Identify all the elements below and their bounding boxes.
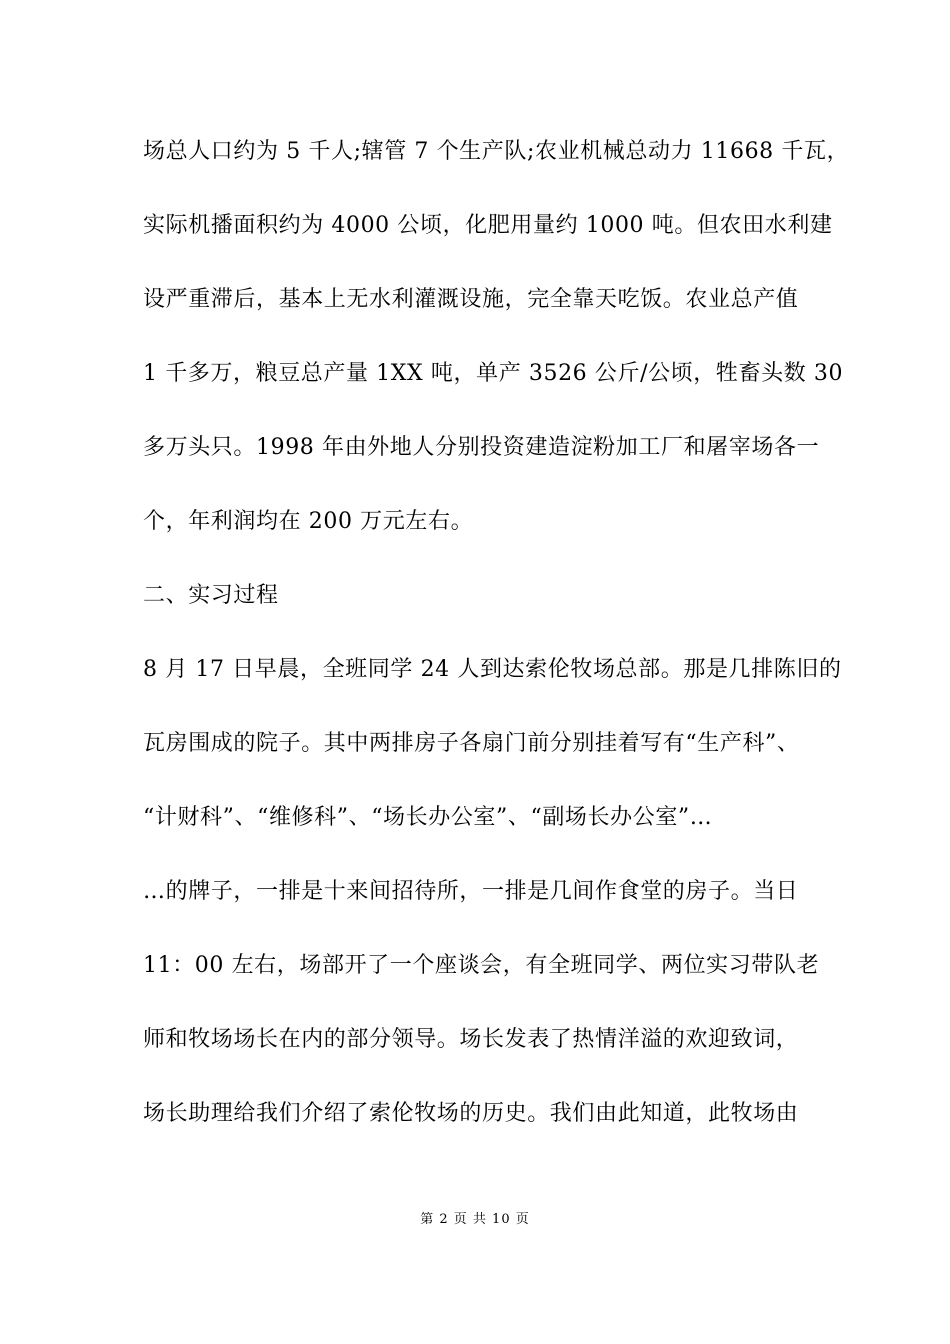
text-line: 实际机播面积约为 4000 公顷，化肥用量约 1000 吨。但农田水利建 bbox=[143, 213, 833, 238]
text-line: 场长助理给我们介绍了索伦牧场的历史。我们由此知道，此牧场由 bbox=[143, 1101, 799, 1126]
text-line: 场总人口约为 5 千人;辖管 7 个生产队;农业机械总动力 11668 千瓦， bbox=[143, 139, 850, 164]
text-line: 8 月 17 日早晨，全班同学 24 人到达索伦牧场总部。那是几排陈旧的 bbox=[143, 657, 842, 682]
text-line: 瓦房围成的院子。其中两排房子各扇门前分别挂着写有“生产科”、 bbox=[143, 731, 800, 756]
text-line: 11：00 左右，场部开了一个座谈会，有全班同学、两位实习带队老 bbox=[143, 953, 820, 978]
body-text bbox=[143, 132, 850, 1168]
text-line: …的牌子，一排是十来间招待所，一排是几间作食堂的房子。当日 bbox=[143, 879, 799, 904]
section-heading: 二、实习过程 bbox=[143, 583, 279, 608]
text-line: 设严重滞后，基本上无水利灌溉设施，完全靠天吃饭。农业总产值 bbox=[143, 287, 799, 312]
text-line: 1 千多万，粮豆总产量 1XX 吨，单产 3526 公斤/公顷，牲畜头数 30 bbox=[143, 361, 844, 386]
page-number-footer: 第 2 页 共 10 页 bbox=[420, 1212, 530, 1227]
text-line: “计财科”、“维修科”、“场长办公室”、“副场长办公室”… bbox=[143, 805, 713, 830]
text-line: 师和牧场场长在内的部分领导。场长发表了热情洋溢的欢迎致词， bbox=[143, 1027, 799, 1052]
text-line: 个，年利润均在 200 万元左右。 bbox=[143, 509, 474, 534]
text-line: 多万头只。1998 年由外地人分别投资建造淀粉加工厂和屠宰场各一 bbox=[143, 435, 820, 460]
